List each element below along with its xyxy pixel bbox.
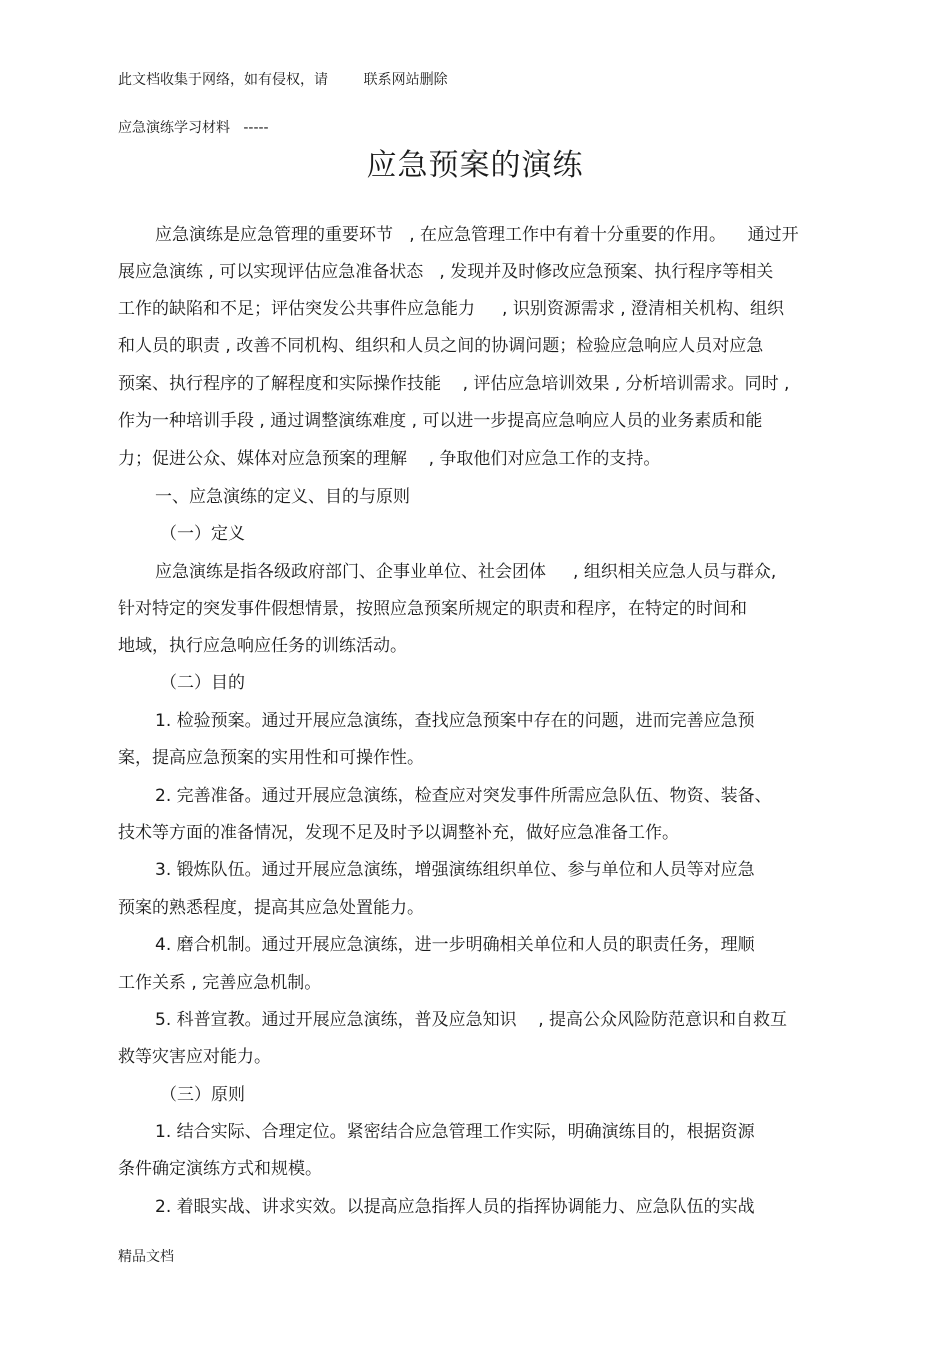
list-item-line: 4. 磨合机制。通过开展应急演练，进一步明确相关单位和人员的职责任务，理顺 (155, 935, 755, 955)
paragraph-line: 应急演练是应急管理的重要环节 , 在应急管理工作中有着十分重要的作用。 通过开 (155, 225, 799, 245)
paragraph-line: 作为一种培训手段 , 通过调整演练难度 , 可以进一步提高应急响应人员的业务素质和能 (118, 411, 763, 431)
paragraph-line: 针对特定的突发事件假想情景，按照应急预案所规定的职责和程序，在特定的时间和 (118, 599, 747, 619)
list-item-line: 5. 科普宣教。通过开展应急演练，普及应急知识 , 提高公众风险防范意识和自救互 (155, 1010, 788, 1030)
header-subtitle: 应急演练学习材料 ----- (118, 120, 269, 136)
list-item-line: 救等灾害应对能力。 (118, 1047, 271, 1067)
subsection-heading: （三）原则 (160, 1085, 245, 1105)
paragraph-line: 展应急演练 , 可以实现评估应急准备状态 , 发现并及时修改应急预案、执行程序等相关 (118, 262, 774, 282)
header-notice: 此文档收集于网络，如有侵权，请 联系网站删除 (118, 72, 448, 88)
paragraph-line: 应急演练是指各级政府部门、企事业单位、社会团体 , 组织相关应急人员与群众, (155, 562, 777, 582)
subsection-heading: （二）目的 (160, 673, 245, 693)
list-item-line: 工作关系 , 完善应急机制。 (118, 973, 322, 993)
list-item-line: 2. 完善准备。通过开展应急演练，检查应对突发事件所需应急队伍、物资、装备、 (155, 786, 772, 806)
document-title: 应急预案的演练 (366, 148, 584, 183)
list-item-line: 1. 检验预案。通过开展应急演练，查找应急预案中存在的问题，进而完善应急预 (155, 711, 755, 731)
list-item-line: 预案的熟悉程度，提高其应急处置能力。 (118, 898, 424, 918)
list-item-line: 条件确定演练方式和规模。 (118, 1159, 322, 1179)
footer-label: 精品文档 (118, 1249, 174, 1265)
section-heading: 一、应急演练的定义、目的与原则 (155, 487, 410, 507)
list-item-line: 技术等方面的准备情况，发现不足及时予以调整补充，做好应急准备工作。 (118, 823, 679, 843)
list-item-line: 案，提高应急预案的实用性和可操作性。 (118, 748, 424, 768)
paragraph-line: 工作的缺陷和不足；评估突发公共事件应急能力 , 识别资源需求 , 澄清相关机构、组织 (118, 299, 785, 319)
paragraph-line: 和人员的职责 , 改善不同机构、组织和人员之间的协调问题；检验应急响应人员对应急 (118, 336, 764, 356)
paragraph-line: 力；促进公众、媒体对应急预案的理解 , 争取他们对应急工作的支持。 (118, 449, 661, 469)
list-item-line: 2. 着眼实战、讲求实效。以提高应急指挥人员的指挥协调能力、应急队伍的实战 (155, 1197, 755, 1217)
list-item-line: 1. 结合实际、合理定位。紧密结合应急管理工作实际，明确演练目的，根据资源 (155, 1122, 755, 1142)
paragraph-line: 地域，执行应急响应任务的训练活动。 (118, 636, 407, 656)
paragraph-line: 预案、执行程序的了解程度和实际操作技能 , 评估应急培训效果 , 分析培训需求。同时 , (118, 374, 790, 394)
list-item-line: 3. 锻炼队伍。通过开展应急演练，增强演练组织单位、参与单位和人员等对应急 (155, 860, 755, 880)
subsection-heading: （一）定义 (160, 524, 245, 544)
